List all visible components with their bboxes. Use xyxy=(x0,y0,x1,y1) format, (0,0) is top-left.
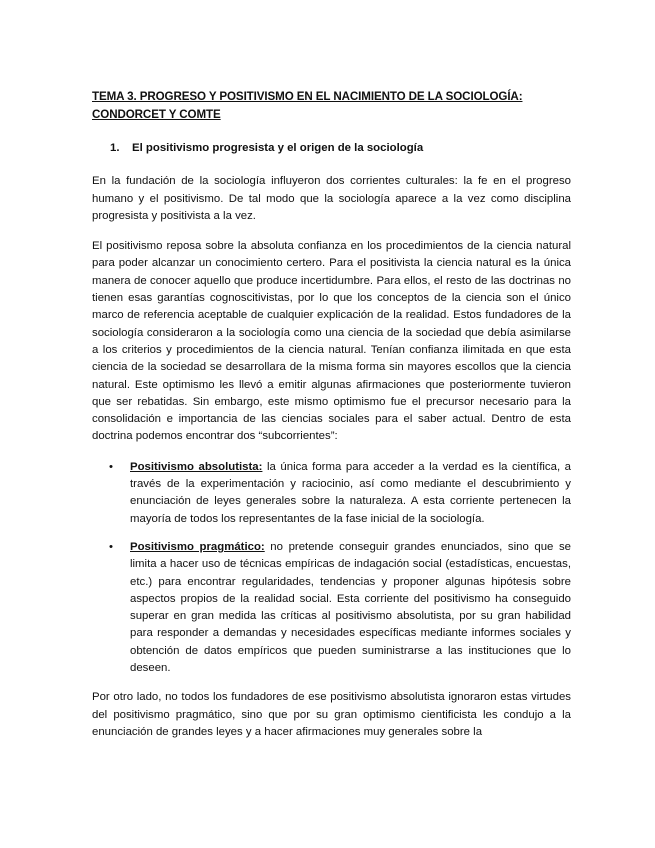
list-item-pragmatic xyxy=(92,539,571,677)
section-heading xyxy=(92,140,571,157)
list-item-absolutist xyxy=(92,459,571,528)
bullet-icon: • xyxy=(109,460,113,473)
section-heading-text: El positivismo progresista y el origen de la sociología xyxy=(132,142,424,154)
subcurrents-list xyxy=(92,459,571,678)
paragraph-intro: En la fundación de la sociología influyeron dos corrientes culturales: la fe en el progreso humano y el positivismo. De tal modo que la sociología aparece a la vez como disciplina progresista y positivista a la vez. xyxy=(92,175,571,222)
bullet-icon: • xyxy=(109,540,113,553)
paragraph-positivism: El positivismo reposa sobre la absoluta confianza en los procedimientos de la ciencia natural para poder alcanzar un conocimiento certero. Para el positivista la ciencia natural es la única manera de conocer aquello que produce incertidumbre. Para ellos, el resto de las doctrinas no tienen esas garantías cognoscitivistas, por lo que los conceptos de la ciencia son el único marco de referencia aceptable de cualquier explicación de la realidad. Estos fundadores de la sociología consideraron a la sociología como una ciencia de la sociedad que debía asimilarse a los criterios y procedimientos de la ciencia natural. Tenían confianza ilimitada en que esta ciencia de la sociedad se desarrollara de la misma forma sin mayores escollos que la ciencia natural. Este optimismo les llevó a emitir algunas afirmaciones que posteriormente tuvieron que ser rebatidas. Sin embargo, este mismo optimismo fue el precursor necesario para la consolidación e importancia de las ciencias sociales para el saber actual. Dentro de esta doctrina podemos encontrar dos “subcorrientes”: xyxy=(92,240,571,443)
term-pragmatic: Positivismo pragmático: xyxy=(130,540,265,553)
paragraph-closing: Por otro lado, no todos los fundadores de ese positivismo absolutista ignoraron estas virtudes del positivismo pragmático, sino que por su gran optimismo cientificista les condujo a la enunciación de grandes leyes y a hacer afirmaciones muy generales sobre la xyxy=(92,691,571,738)
section-number: 1. xyxy=(110,142,120,154)
term-absolutist: Positivismo absolutista: xyxy=(130,460,263,473)
document-title: TEMA 3. PROGRESO Y POSITIVISMO EN EL NACIMIENTO DE LA SOCIOLOGÍA: CONDORCET Y COMTE xyxy=(92,90,523,121)
definition-pragmatic: no pretende conseguir grandes enunciados, sino que se limita a hacer uso de técnicas empíricas de indagación social (estadísticas, encuestas, etc.) para encontrar regularidades, tendencias y proponer algunas hipótesis sobre aspectos propios de la realidad social. Esta corriente del positivismo ha conseguido superar en gran medida las críticas al positivismo absolutista, por su gran habilidad para responder a demandas y necesidades específicas mediante informes sociales y obtención de datos empíricos que pueden suministrarse a las instituciones que lo deseen. xyxy=(130,540,571,675)
definition-absolutist: la única forma para acceder a la verdad es la científica, a través de la experimentación y raciocinio, así como mediante el descubrimiento y enunciación de leyes generales sobre la naturaleza. A esta corriente pertenecen la mayoría de todos los representantes de la fase inicial de la sociología. xyxy=(130,460,571,525)
